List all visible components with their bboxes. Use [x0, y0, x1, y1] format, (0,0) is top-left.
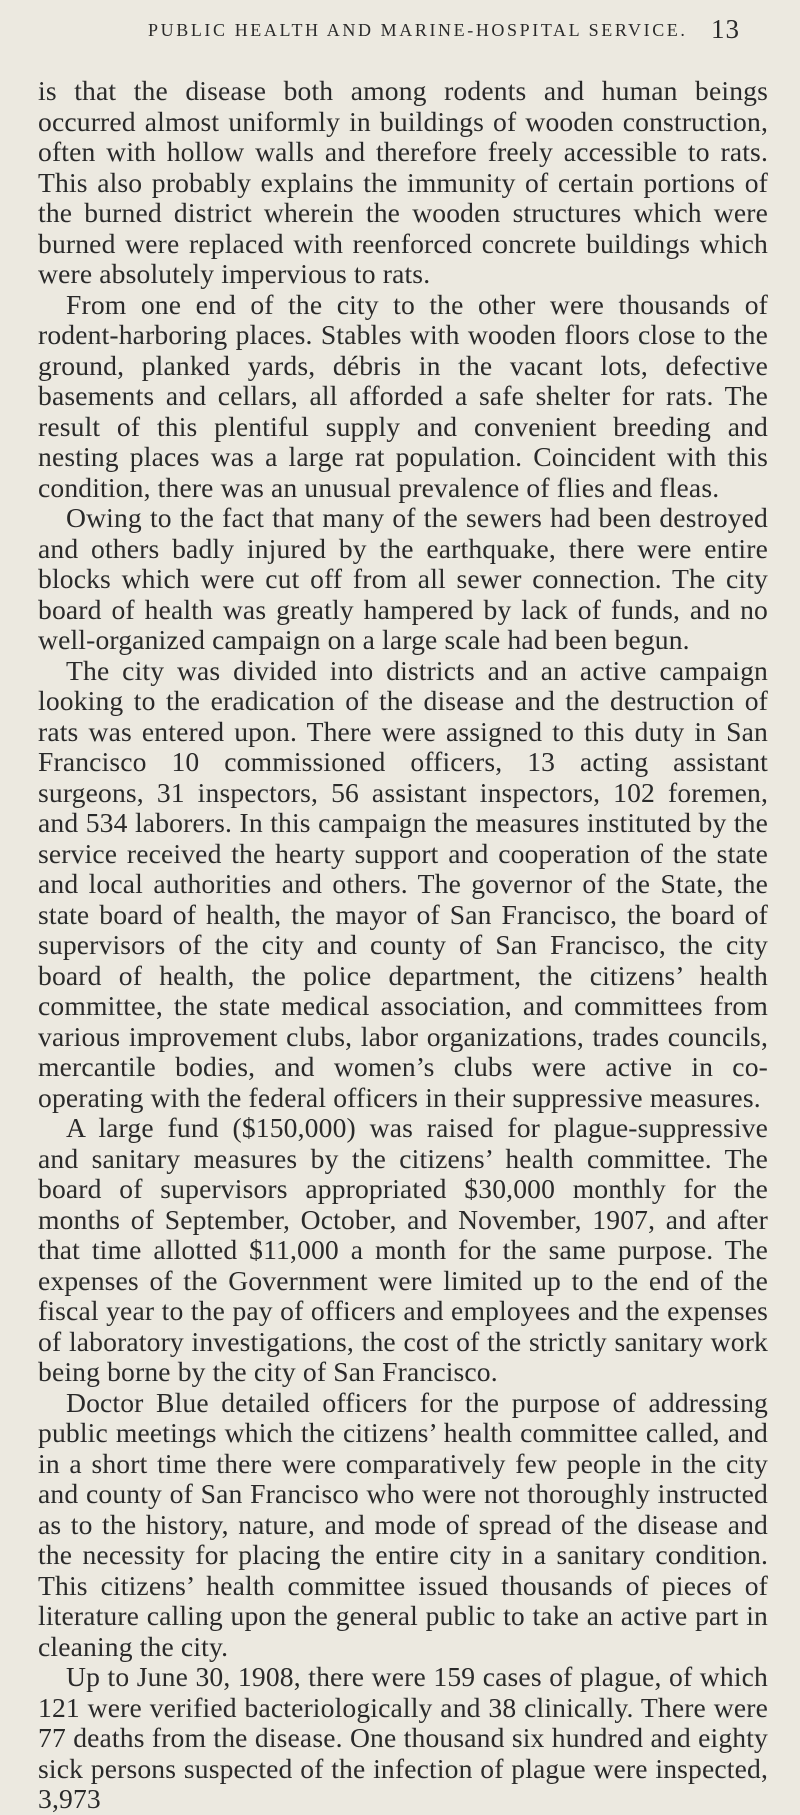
paragraph-6: Doctor Blue detailed officers for the purpose of addressing public meetings which the citizens’ health committee called, and in a short time there were comparatively few people in the city and county of San Francisco who were not thoroughly instructed as to the history, nature, and mode of spread of the disease and the necessity for placing the entire city in a sanitary condition. This citizens’ health committee issued thousands of pieces of literature calling upon the general public to take an active part in cleaning the city.: [38, 1386, 768, 1662]
paragraph-5: A large fund ($150,000) was raised for plague-suppressive and sanitary measures by the citizens’ health committee. The board of supervisors appropriated $30,000 monthly for the months of September, October, and November, 1907, and after that time allotted $11,000 a month for the same purpose. The expenses of the Government were limited up to the end of the fiscal year to the pay of officers and employees and the expenses of laboratory investigations, the cost of the strictly sanitary work being borne by the city of San Francisco.: [38, 1112, 768, 1387]
body-text: [38, 76, 768, 1815]
paragraph-1: is that the disease both among rodents and human beings occurred almost uniformly in buildings of wooden construction, often with hollow walls and therefore freely accessible to rats. This also probably explains the immunity of certain portions of the burned district wherein the wooden structures which were burned were replaced with reenforced concrete buildings which were absolutely impervious to rats.: [38, 75, 768, 289]
paragraph-4: The city was divided into districts and an active campaign looking to the eradication of the disease and the destruction of rats was entered upon. There were assigned to this duty in San Francisco 10 commissioned officers, 13 acting assistant surgeons, 31 inspectors, 56 assistant inspectors, 102 foremen, and 534 laborers. In this campaign the measures instituted by the service received the hearty support and cooperation of the state and local authorities and others. The governor of the State, the state board of health, the mayor of San Francisco, the board of supervisors of the city and county of San Francisco, the city board of health, the police department, the citizens’ health committee, the state medical association, and committees from various improvement clubs, labor organizations, trades councils, mercantile bodies, and women’s clubs were active in co-operating with the federal officers in their suppressive measures.: [38, 654, 768, 1113]
running-header-title: PUBLIC HEALTH AND MARINE-HOSPITAL SERVICE.: [148, 20, 688, 40]
page-number: 13: [711, 14, 740, 44]
paragraph-2: From one end of the city to the other were thousands of rodent-harboring places. Stables with wooden floors close to the ground, planked yards, débris in the vacant lots, defective basements and cellars, all afforded a safe shelter for rats. The result of this plentiful supply and convenient breeding and nesting places was a large rat population. Coincident with this condition, there was an unusual prevalence of flies and fleas.: [38, 288, 768, 503]
paragraph-7: Up to June 30, 1908, there were 159 cases of plague, of which 121 were verified bacteriologically and 38 clinically. There were 77 deaths from the disease. One thousand six hundred and eighty sick persons suspected of the infection of plague were inspected, 3,973: [38, 1661, 768, 1814]
running-header: [38, 0, 768, 48]
paragraph-3: Owing to the fact that many of the sewers had been destroyed and others badly injured by the earthquake, there were entire blocks which were cut off from all sewer connection. The city board of health was greatly hampered by lack of funds, and no well-organized campaign on a large scale had been begun.: [38, 502, 768, 655]
